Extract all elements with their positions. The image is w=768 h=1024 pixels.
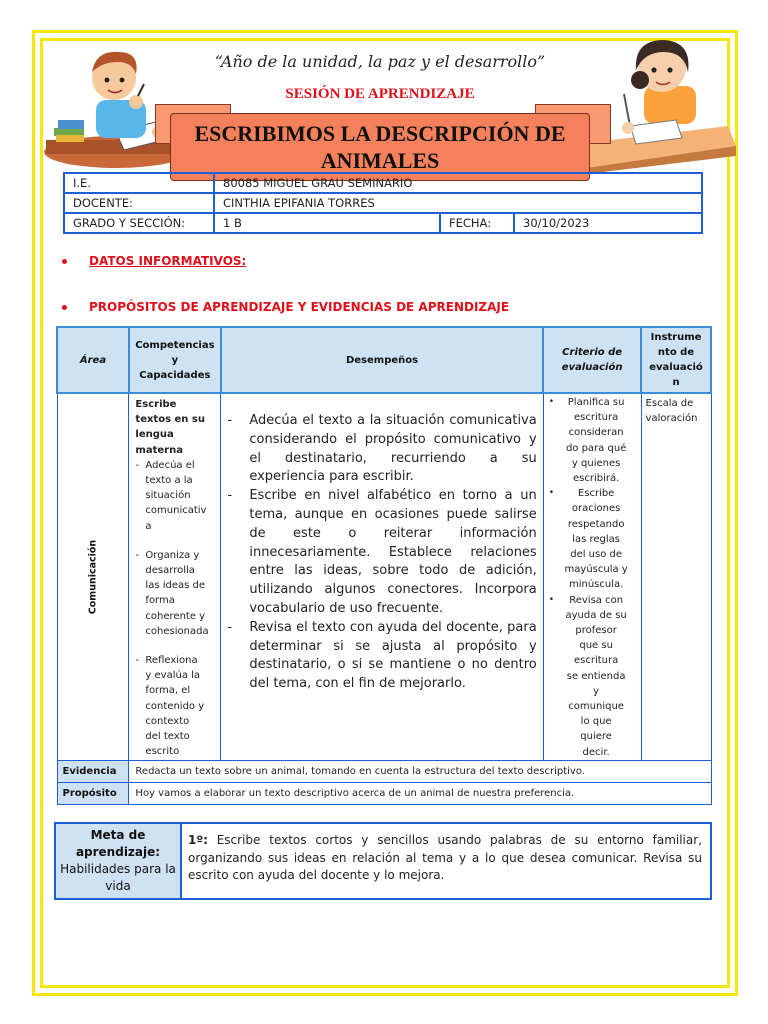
header-instrumento: [641, 327, 711, 393]
criterio-line: Planifica su: [567, 397, 625, 408]
evidencia-text: Redacta un texto sobre un animal, tomando en cuenta la estructura del texto descriptivo.: [129, 760, 711, 782]
section-datos-label: DATOS INFORMATIVOS:: [89, 254, 247, 268]
desempeno-text: Revisa el texto con ayuda del docente, para determinar si se ajusta al propósito y destinatario, o si se mantiene o no dentro del tema, con el fin de mejorarlo.: [249, 619, 537, 692]
competencia-title-line: materna: [135, 444, 183, 456]
header-area: Área: [57, 327, 129, 393]
meta-text-cell: [181, 823, 711, 899]
desempeno-text: Adecúa el texto a la situación comunicativa considerando el propósito comunicativo y el destinatario, recurriendo a su experiencia para escribir.: [249, 413, 537, 485]
fecha-value: 30/10/2023: [514, 213, 702, 233]
meta-label: Meta de aprendizaje:: [75, 828, 161, 859]
capacidad-line: desarrolla: [145, 565, 195, 577]
evidencia-label: Evidencia: [57, 760, 129, 782]
docente-label: DOCENTE:: [64, 193, 214, 213]
capacidad-line: cohesionada: [145, 625, 209, 637]
criterio-line: escritura: [574, 655, 619, 667]
fecha-label: FECHA:: [440, 213, 514, 233]
capacidad-line: Adecúa el: [145, 459, 195, 471]
meta-row: [55, 823, 711, 899]
criterio-line: ayuda de su: [565, 609, 627, 621]
capacidad-line: contenido y: [145, 700, 205, 712]
table-content-row: [57, 393, 711, 760]
header-instrumento-line: n: [672, 377, 680, 388]
capacidad-line: y evalúa la: [145, 670, 201, 682]
header-competencias-line: Capacidades: [139, 369, 211, 381]
capacidad-line: forma: [145, 595, 175, 607]
header-instrumento-line: evaluació: [649, 362, 703, 373]
desempeno-item: - Escribe en nivel alfabético en torno a un tema, aunque en ocasiones puede salirse de este o reiterar información innecesariamente. Establece relaciones entre las ideas, sobre todo de adición, utilizando algunos conectores. Incorpora vocabulario de uso frecuente.: [227, 487, 536, 619]
competencia-title-line: lengua: [135, 429, 174, 441]
criterio-line: mayúscula y: [564, 564, 628, 576]
criterio-line: que su: [579, 640, 613, 652]
section-datos-informativos: [62, 254, 246, 268]
grado-value: 1 B: [214, 213, 440, 233]
header-competencias: [129, 327, 221, 393]
capacidad-item: - Adecúa el texto a la situación comunicativ a: [135, 458, 216, 534]
competencia-title-line: Escribe: [135, 399, 177, 410]
info-row-grado: [64, 213, 702, 233]
meta-table: [54, 822, 712, 900]
motto-text: “Año de la unidad, la paz y el desarrollo”: [214, 52, 546, 71]
criterio-line: do para qué: [565, 442, 627, 454]
bullet-icon: •: [548, 397, 555, 407]
section-propositos-label: PROPÓSITOS DE APRENDIZAJE Y EVIDENCIAS DE APRENDIZAJE: [89, 300, 510, 314]
table-header-row: [57, 327, 711, 393]
meta-label-cell: [55, 823, 181, 899]
criterio-line: minúscula.: [568, 579, 624, 591]
meta-sublabel: Habilidades para la vida: [60, 862, 176, 893]
capacidad-line: comunicativ: [145, 505, 207, 517]
competencia-title: [135, 397, 216, 458]
criterio-line: las reglas: [572, 533, 621, 545]
bullet-icon: [62, 259, 67, 264]
info-table: [63, 172, 703, 234]
criterio-line: oraciones: [571, 503, 621, 515]
bullet-icon: •: [548, 488, 555, 499]
docente-value: CINTHIA EPIFANIA TORRES: [214, 193, 702, 213]
criterio-line: y quienes: [571, 457, 621, 469]
header-competencias-line: y: [171, 354, 179, 366]
criterio-line: escribirá.: [572, 473, 620, 485]
capacidad-line: situación: [145, 490, 191, 502]
criterio-line: consideran: [568, 427, 624, 439]
evidencia-row: [57, 760, 711, 782]
header-criterio-line: evaluación: [561, 362, 623, 373]
desempeno-item: - Revisa el texto con ayuda del docente, para determinar si se ajusta al propósito y destinatario, o si se mantiene o no dentro del tema, con el fin de mejorarlo.: [227, 619, 536, 694]
ie-label: I.E.: [64, 173, 214, 193]
criterio-line: escritura: [574, 412, 619, 424]
learning-table: [56, 326, 712, 805]
title-line-1: ESCRIBIMOS LA DESCRIPCIÓN DE: [194, 121, 566, 146]
criterio-line: se entienda: [566, 670, 626, 682]
criterio-line: lo que: [580, 716, 612, 728]
criterio-line: del uso de: [570, 549, 623, 561]
grado-label: GRADO Y SECCIÓN:: [64, 213, 214, 233]
capacidad-line: Organiza y: [145, 549, 200, 561]
page-title: [194, 120, 565, 174]
capacidad-line: coherente y: [145, 610, 206, 622]
criterio-line: comunique: [568, 701, 624, 713]
header-instrumento-line: nto de: [657, 347, 695, 358]
desempenos-cell: [221, 393, 543, 760]
capacidad-line: a: [145, 520, 152, 532]
capacidad-item: - Reflexiona y evalúa la forma, el contenido y contexto del texto escrito: [135, 653, 216, 759]
bullet-icon: [62, 305, 67, 310]
criterio-item: [546, 593, 639, 760]
session-label: SESIÓN DE APRENDIZAJE: [285, 86, 475, 102]
title-line-2: ANIMALES: [320, 148, 440, 173]
info-row-ie: [64, 173, 702, 193]
header-instrumento-line: Instrume: [650, 332, 702, 343]
ie-value: 80085 MIGUEL GRAU SEMINARIO: [214, 173, 702, 193]
desempeno-text: Escribe en nivel alfabético en torno a un tema, aunque en ocasiones puede salirse de este o reiterar información innecesariamente. Establece relaciones entre las ideas, sobre todo de adición, utilizando algunos conectores. Incorpora vocabulario de uso frecuente.: [249, 488, 537, 616]
capacidad-line: contexto: [145, 715, 190, 727]
instrumento-line: valoración: [645, 413, 698, 425]
area-label: Comunicación: [87, 539, 99, 615]
criterio-line: decir.: [582, 746, 610, 758]
capacidad-line: escrito: [145, 746, 180, 758]
competencias-cell: [129, 393, 221, 760]
header-criterio: [543, 327, 641, 393]
proposito-row: [57, 782, 711, 804]
info-row-docente: [64, 193, 702, 213]
criterio-line: respetando: [567, 518, 625, 530]
criterio-line: y: [593, 685, 600, 697]
instrumento-line: Escala de: [645, 398, 694, 409]
section-propositos: [62, 300, 509, 314]
header-competencias-line: Competencias: [135, 339, 215, 351]
meta-text: Escribe textos cortos y sencillos usando palabras de su entorno familiar, organizando sus ideas en relación al tema y a lo que desea comunicar. Revisa su escrito con ayuda del docente y lo mejora.: [188, 833, 702, 882]
criterio-line: quiere: [580, 731, 612, 743]
criterio-line: profesor: [575, 625, 617, 637]
capacidad-line: texto a la: [145, 475, 193, 487]
meta-number: 1º:: [188, 833, 208, 847]
capacidad-line: forma, el: [145, 685, 191, 697]
header-desempenos: Desempeños: [221, 327, 543, 393]
criterio-cell: [543, 393, 641, 760]
bullet-icon: •: [548, 594, 555, 605]
title-banner: [170, 113, 590, 181]
capacidad-line: del texto: [145, 731, 190, 743]
header-criterio-line: Criterio de: [562, 347, 623, 358]
desempeno-item: - Adecúa el texto a la situación comunicativa considerando el propósito comunicativo y el destinatario, recurriendo a su experiencia para escribir.: [227, 412, 536, 487]
capacidad-line: las ideas de: [145, 580, 206, 592]
competencia-title-line: textos en su: [135, 414, 205, 426]
criterio-item: [546, 395, 639, 486]
criterio-line: Escribe: [577, 488, 615, 500]
criterio-item: [546, 486, 639, 592]
instrumento-cell: [641, 393, 711, 760]
proposito-label: Propósito: [57, 782, 129, 804]
proposito-text: Hoy vamos a elaborar un texto descriptivo acerca de un animal de nuestra preferencia.: [129, 782, 711, 804]
criterio-line: Revisa con: [569, 594, 624, 606]
capacidad-item: - Organiza y desarrolla las ideas de forma coherente y cohesionada: [135, 548, 216, 639]
area-cell: [57, 393, 129, 760]
capacidad-line: Reflexiona: [145, 655, 198, 667]
